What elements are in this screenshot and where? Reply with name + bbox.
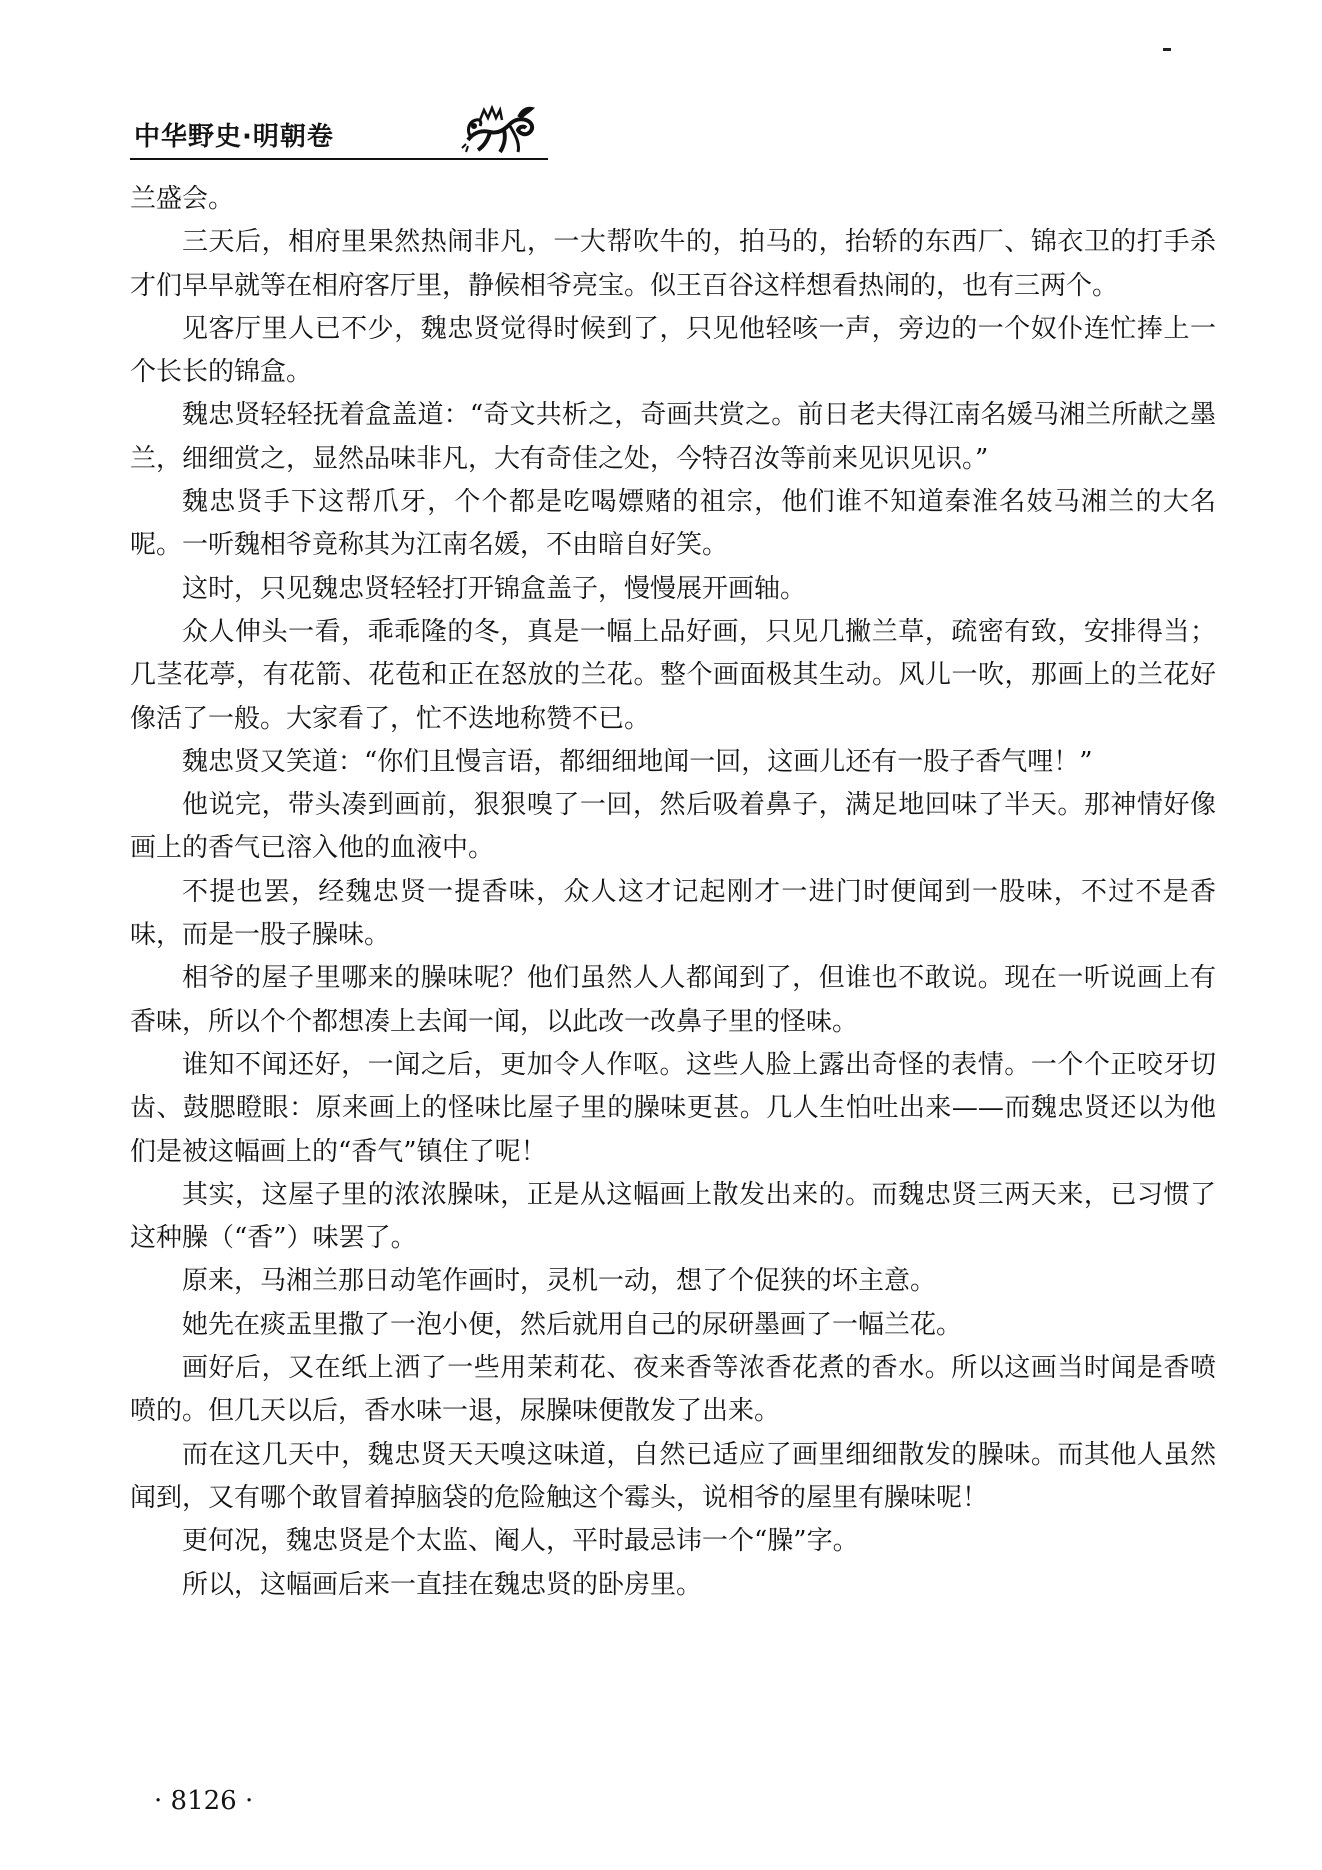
book-title: 中华野史·明朝卷 [134, 122, 334, 152]
paragraph: 三天后，相府里果然热闹非凡，一大帮吹牛的，拍马的，抬轿的东西厂、锦衣卫的打手杀才们早早就等在相府客厅里，静候相爷亮宝。似王百谷这样想看热闹的，也有三两个。 [130, 227, 1216, 301]
paragraph: 见客厅里人已不少，魏忠贤觉得时候到了，只见他轻咳一声，旁边的一个奴仆连忙捧上一个长长的锦盒。 [130, 313, 1216, 388]
paragraph: 相爷的屋子里哪来的臊味呢？他们虽然人人都闻到了，但谁也不敢说。现在一听说画上有香味，所以个个都想凑上去闻一闻，以此改一改鼻子里的怪味。 [130, 963, 1216, 1037]
header-rule [130, 158, 548, 160]
body-text [130, 178, 1216, 1607]
paragraph: 更何况，魏忠贤是个太监、阉人，平时最忌讳一个“臊”字。 [182, 1526, 859, 1557]
paragraph: 所以，这幅画后来一直挂在魏忠贤的卧房里。 [182, 1569, 703, 1600]
running-header [130, 110, 550, 160]
paragraph: 谁知不闻还好，一闻之后，更加令人作呕。这些人脸上露出奇怪的表情。一个个正咬牙切齿、鼓腮瞪眼：原来画上的怪味比屋子里的臊味更甚。几人生怕吐出来——而魏忠贤还以为他们是被这幅画上的“香气”镇住了呢！ [130, 1049, 1216, 1167]
page-number: · 8126 · [154, 1786, 254, 1816]
paragraph: 众人伸头一看，乖乖隆的冬，真是一幅上品好画，只见几撇兰草，疏密有致，安排得当；几茎花葶，有花箭、花苞和正在怒放的兰花。整个画面极其生动。风儿一吹，那画上的兰花好像活了一般。大家看了，忙不迭地称赞不已。 [130, 616, 1216, 734]
paragraph: 她先在痰盂里撒了一泡小便，然后就用自己的尿研墨画了一幅兰花。 [182, 1309, 963, 1340]
paragraph: 魏忠贤手下这帮爪牙，个个都是吃喝嫖赌的祖宗，他们谁不知道秦淮名妓马湘兰的大名呢。一听魏相爷竟称其为江南名媛，不由暗自好笑。 [130, 487, 1216, 561]
dragon-emblem-icon [460, 96, 540, 158]
paragraph: 魏忠贤轻轻抚着盒盖道：“奇文共析之，奇画共赏之。前日老夫得江南名媛马湘兰所献之墨兰，细细赏之，显然品味非凡，大有奇佳之处，今特召汝等前来见识见识。” [130, 400, 1216, 474]
paragraph: 画好后，又在纸上洒了一些用茉莉花、夜来香等浓香花煮的香水。所以这画当时闻是香喷喷的。但几天以后，香水味一退，尿臊味便散发了出来。 [130, 1353, 1216, 1427]
paragraph: 兰盛会。 [130, 184, 235, 214]
paragraph: 其实，这屋子里的浓浓臊味，正是从这幅画上散发出来的。而魏忠贤三两天来，已习惯了这种臊（“香”）味罢了。 [130, 1179, 1216, 1254]
scan-mark [1163, 48, 1171, 51]
paragraph: 他说完，带头凑到画前，狠狠嗅了一回，然后吸着鼻子，满足地回味了半天。那神情好像画上的香气已溶入他的血液中。 [130, 790, 1216, 864]
paragraph: 不提也罢，经魏忠贤一提香味，众人这才记起刚才一进门时便闻到一股味，不过不是香味，而是一股子臊味。 [130, 876, 1216, 951]
paragraph: 原来，马湘兰那日动笔作画时，灵机一动，想了个促狭的坏主意。 [182, 1266, 937, 1297]
paragraph: 魏忠贤又笑道：“你们且慢言语，都细细地闻一回，这画儿还有一股子香气哩！” [182, 746, 1093, 777]
paragraph: 而在这几天中，魏忠贤天天嗅这味道，自然已适应了画里细细散发的臊味。而其他人虽然闻到，又有哪个敢冒着掉脑袋的危险触这个霉头，说相爷的屋里有臊味呢！ [130, 1439, 1216, 1513]
paragraph: 这时，只见魏忠贤轻轻打开锦盒盖子，慢慢展开画轴。 [182, 573, 807, 604]
